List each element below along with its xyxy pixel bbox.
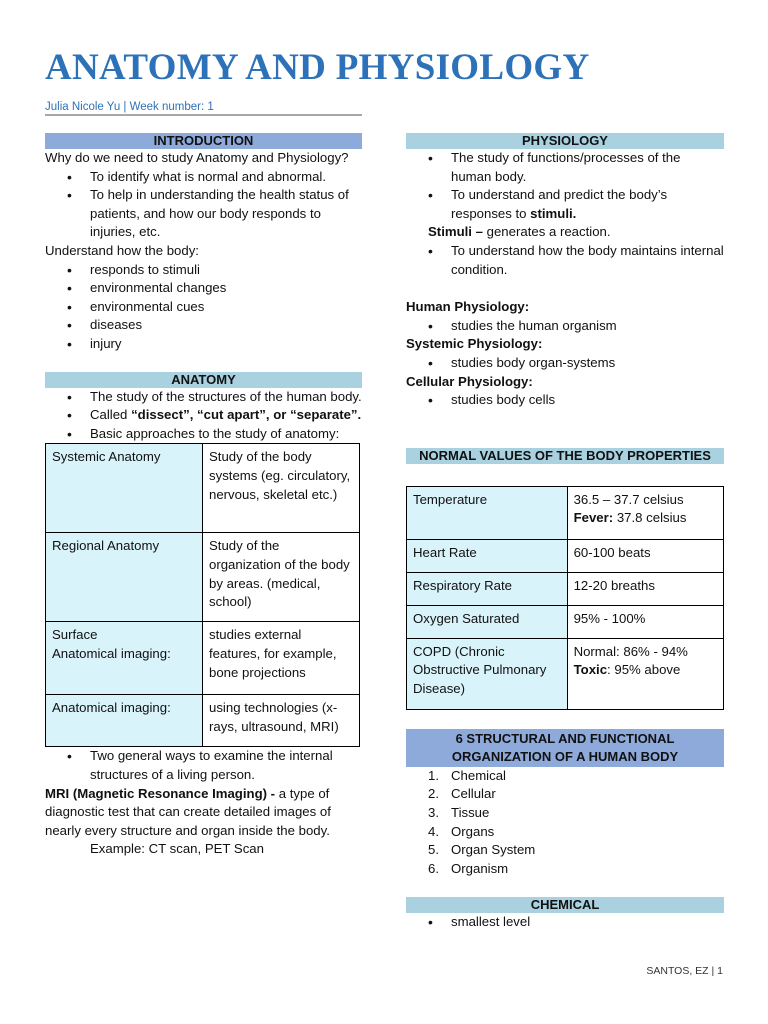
stimuli-text: generates a reaction.	[482, 224, 611, 240]
table-row	[46, 444, 360, 533]
table-cell	[567, 638, 723, 709]
table-row	[46, 695, 360, 747]
systemic-physiology-label	[406, 335, 724, 354]
introduction-header: INTRODUCTION	[45, 133, 362, 149]
anatomy-list-2	[45, 747, 362, 784]
list-item-text: Organ System	[451, 842, 536, 858]
list-item	[406, 804, 724, 823]
anatomy-approaches-table	[45, 443, 360, 747]
table-cell: COPD (Chronic Obstructive Pulmonary Disease)	[407, 638, 568, 709]
list-item: • To identify what is normal and abnormal.	[45, 168, 362, 187]
subtitle: Julia Nicole Yu | Week number: 1	[45, 101, 214, 113]
list-item-text: Cellular	[451, 786, 496, 802]
list-item: • studies body organ-systems	[406, 354, 724, 373]
title-divider	[45, 114, 362, 116]
list-item-bold: stimuli.	[530, 205, 577, 221]
structural-levels-list	[406, 767, 724, 879]
table-cell: Temperature	[407, 486, 568, 539]
list-item: • To help in understanding the health status of patients, and how our body responds to injuries, etc.	[45, 186, 362, 242]
list-item: • environmental changes	[45, 279, 362, 298]
anatomy-header: ANATOMY	[45, 372, 362, 388]
mri-example: Example: CT scan, PET Scan	[90, 841, 264, 857]
table-cell: Heart Rate	[407, 539, 568, 572]
list-item: • The study of the structures of the human body.	[45, 388, 362, 407]
list-item: • studies body cells	[406, 391, 724, 410]
systemic-physiology-list	[406, 354, 724, 373]
table-cell	[567, 486, 723, 539]
physiology-list	[406, 149, 724, 223]
normal-values-table	[406, 486, 724, 710]
list-item	[45, 406, 362, 425]
list-number: 6.	[428, 860, 439, 876]
label-colon: :	[528, 373, 533, 389]
list-number: 4.	[428, 823, 439, 839]
list-item: • studies the human organism	[406, 317, 724, 336]
mri-term: MRI (Magnetic Resonance Imaging) -	[45, 785, 276, 801]
table-row	[407, 572, 724, 605]
toxic-label: Toxic	[573, 662, 608, 678]
fever-label: Fever:	[573, 510, 614, 526]
table-row	[46, 533, 360, 622]
list-item: • Two general ways to examine the internal structures of a living person.	[45, 747, 362, 784]
stimuli-term: Stimuli –	[428, 224, 483, 240]
table-cell: Study of the organization of the body by areas. (medical, school)	[203, 533, 360, 622]
table-row	[407, 486, 724, 539]
chemical-header: CHEMICAL	[406, 897, 724, 913]
table-row	[407, 539, 724, 572]
left-column	[45, 133, 362, 859]
table-cell: Study of the body systems (eg. circulatory, nervous, skeletal etc.)	[203, 444, 360, 533]
temperature-range: 36.5 – 37.7 celsius	[573, 491, 684, 507]
list-number: 5.	[428, 842, 439, 858]
copd-normal-value: Normal: 86% - 94%	[573, 643, 688, 659]
table-cell: using technologies (x-rays, ultrasound, MRI)	[203, 695, 360, 747]
toxic-text: : 95% above	[607, 662, 681, 678]
list-item: • environmental cues	[45, 298, 362, 317]
table-cell: Regional Anatomy	[46, 533, 203, 622]
page-title: ANATOMY AND PHYSIOLOGY	[45, 47, 590, 88]
list-item	[406, 767, 724, 786]
list-item-text: Called	[90, 407, 132, 423]
list-item	[406, 860, 724, 879]
body-response-list	[45, 261, 362, 354]
label-colon: :	[524, 299, 530, 315]
copd-toxic-value	[574, 661, 717, 680]
normal-values-header: NORMAL VALUES OF THE BODY PROPERTIES	[406, 448, 724, 464]
list-item	[406, 823, 724, 842]
label-text: Human Physiology	[406, 299, 525, 315]
list-number: 3.	[428, 804, 439, 820]
stimuli-definition	[406, 223, 724, 242]
mri-text: a type of diagnostic test that can create detailed images of nearly every structure and organ inside the body.	[45, 785, 331, 838]
fever-text: 37.8 celsius	[613, 510, 687, 526]
intro-question: Why do we need to study Anatomy and Physiology?	[45, 150, 349, 165]
human-physiology-list	[406, 317, 724, 336]
list-item: • Basic approaches to the study of anatomy:	[45, 425, 362, 444]
mri-definition	[45, 785, 362, 841]
list-item-text: Organism	[451, 860, 509, 876]
physiology-header: PHYSIOLOGY	[406, 133, 724, 149]
list-item: • The study of functions/processes of the human body.	[406, 149, 724, 186]
list-item-text: Organs	[451, 823, 495, 839]
list-item	[406, 186, 724, 223]
list-number: 2.	[428, 786, 439, 802]
label-text: Cellular Physiology	[406, 373, 529, 389]
label-text: Systemic Physiology	[406, 336, 538, 352]
table-cell: Surface Anatomical imaging:	[46, 622, 203, 695]
intro-reasons-list	[45, 168, 362, 242]
list-item	[406, 785, 724, 804]
right-column	[406, 133, 724, 932]
table-cell: Respiratory Rate	[407, 572, 568, 605]
table-row	[407, 605, 724, 638]
list-number: 1.	[428, 767, 439, 783]
table-cell: 12-20 breaths	[567, 572, 723, 605]
table-row	[46, 622, 360, 695]
cellular-physiology-label	[406, 373, 724, 392]
table-cell: studies external features, for example, bone projections	[203, 622, 360, 695]
page-footer: SANTOS, EZ | 1	[646, 965, 723, 977]
list-item	[406, 841, 724, 860]
physiology-list-2	[406, 242, 724, 279]
table-cell: Oxygen Saturated	[407, 605, 568, 638]
list-item-text: Tissue	[451, 804, 490, 820]
list-item-text: Chemical	[451, 767, 506, 783]
list-item: • diseases	[45, 316, 362, 335]
table-row	[407, 638, 724, 709]
anatomy-list	[45, 388, 362, 444]
intro-lead: Understand how the body:	[45, 242, 199, 258]
cellular-physiology-list	[406, 391, 724, 410]
table-cell: Anatomical imaging:	[46, 695, 203, 747]
table-cell: 60-100 beats	[567, 539, 723, 572]
structural-organization-header: 6 STRUCTURAL AND FUNCTIONAL ORGANIZATION OF A HUMAN BODY	[406, 729, 724, 767]
human-physiology-label	[406, 298, 724, 317]
list-item: • injury	[45, 335, 362, 354]
list-item: • responds to stimuli	[45, 261, 362, 280]
list-item-text: To understand and predict the body’s responses to	[451, 187, 668, 221]
list-item: • To understand how the body maintains internal condition.	[406, 242, 724, 279]
fever-value	[574, 509, 717, 528]
list-item: • smallest level	[406, 913, 724, 932]
table-cell: 95% - 100%	[567, 605, 723, 638]
label-colon: :	[537, 336, 543, 352]
table-cell: Systemic Anatomy	[46, 444, 203, 533]
chemical-list	[406, 913, 724, 932]
list-item-bold: “dissect”, “cut apart”, or “separate”.	[131, 407, 362, 423]
